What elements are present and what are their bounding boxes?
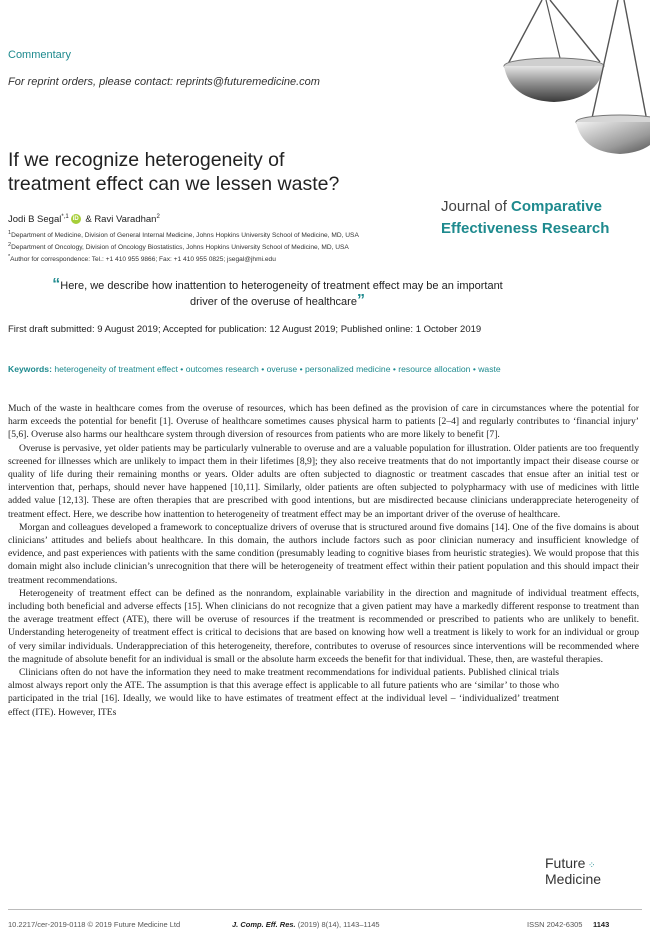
journal-brand-prefix: Journal of (441, 198, 507, 215)
article-title-line-2: treatment effect can we lessen waste? (8, 173, 340, 195)
author-1-marks: *,1 (61, 214, 69, 220)
footer-issn: ISSN 2042-6305 (527, 920, 583, 929)
article-type-label: Commentary (8, 49, 71, 61)
article-title (8, 148, 408, 196)
journal-brand-name-2: Effectiveness Research (441, 220, 610, 237)
keywords (8, 363, 638, 376)
keyword-separator: • (472, 364, 476, 374)
footer-volume: (2019) 8(14), 1143–1145 (297, 920, 380, 929)
pull-quote-line-2: driver of the overuse of healthcare (190, 296, 357, 308)
close-quote-mark: ” (356, 292, 365, 309)
pull-quote (20, 278, 535, 310)
future-medicine-logo (545, 856, 601, 886)
orcid-icon[interactable]: iD (72, 216, 79, 222)
correspondence-note: *Author for correspondence: Tel.: +1 410 955 9866; Fax: +1 410 955 0825; jsegal@jhmi.edu (8, 254, 276, 264)
affiliation-2: $^2$Department of Oncology, Division of Oncology Biostatistics, Johns Hopkins University School of Medicine, MD, USA (8, 242, 349, 252)
body-paragraph: Overuse is pervasive, yet older patients may be particularly vulnerable to overuse and are a valuable population for illustration. Older patients are too frequently screened for illnesses which are unlikely to impact them in their lifetimes [8,9]; they also receive treatments that do not importantly impact their disease course or quality of life during their remaining months or years. Older adults are often subjected to diagnostic or treatment cascades that ensue after an initial test or intervention that, perhaps, should never have happened [10,11]. Similarly, older patients are often subjected to polypharmacy with use of medicines with little added value [12,13]. These are often therapies that are prescribed with good intentions, but are misdirected because clinicians underappreciate heterogeneity of treatment effect. Here, we describe how inattention to heterogeneity of treatment effect may be an important driver of the overuse of healthcare. (8, 442, 639, 520)
keywords-label: Keywords: (8, 364, 52, 374)
article-title-line-1: If we recognize heterogeneity of (8, 149, 285, 171)
pull-quote-line-1: Here, we describe how inattention to heterogeneity of treatment effect may be an important (60, 280, 503, 292)
keyword-item[interactable]: resource allocation (398, 364, 471, 374)
keyword-separator: • (299, 364, 303, 374)
balance-scales-illustration (450, 0, 650, 180)
author-name-2[interactable]: Ravi Varadhan (94, 214, 157, 226)
keyword-separator: • (392, 364, 396, 374)
reprint-notice: For reprint orders, please contact: reprints@futuremedicine.com (8, 76, 320, 88)
publication-dates: First draft submitted: 9 August 2019; Accepted for publication: 12 August 2019; Published online: 1 October 2019 (8, 324, 482, 335)
body-paragraph: Much of the waste in healthcare comes from the overuse of resources, which has been defined as the provision of care in circumstances where the potential for harm exceeds the potential for benefit [1]. Overuse of healthcare sometimes causes physical harm to patients [2–4] and regularly contributes to ‘financial injury’ [5,6]. Overuse also harms our healthcare system through diversion of resources from patients who are more likely to benefit [7]. (8, 403, 639, 441)
keyword-item[interactable]: personalized medicine (304, 364, 391, 374)
open-quote-mark: “ (52, 276, 61, 293)
logo-dots-icon: ⁘ (585, 860, 596, 870)
author-connector: & (85, 214, 92, 226)
footer-citation (232, 920, 380, 929)
keyword-item[interactable]: overuse (266, 364, 298, 374)
keyword-separator: • (261, 364, 265, 374)
body-paragraph: Clinicians often do not have the information they need to make treatment recommendations for individual patients. Published clinical trials almost always report only the ATE. The assumption is that this average effect is applicable to all future patients who are ‘similar’ to those who participated in the trial [16]. Ideally, we would like to have estimates of treatment effect at the individual level – ‘individualized’ treatment effect (ITE). However, ITEs (8, 667, 559, 718)
keyword-item[interactable]: waste (478, 364, 501, 374)
body-paragraph: Morgan and colleagues developed a framework to conceptualize drivers of overuse that is structured around five domains [14]. One of the five domains is about clinicians’ attitudes and beliefs about healthcare. In this domain, the authors include factors such as poor clinician numeracy and insufficient knowledge of evidence, and past experiences with patients with the same condition (presumably leading to cognitive biases from heuristic strategies). We would propose that this domain might also include clinician’s unrecognition that there will be heterogeneity of treatment effect within their patient population and this should impact their treatment recommendations. (8, 521, 639, 586)
footer-journal-abbrev: J. Comp. Eff. Res. (232, 920, 296, 929)
footer-doi: 10.2217/cer-2019-0118 © 2019 Future Medicine Ltd (8, 920, 181, 929)
keyword-item[interactable]: outcomes research (185, 364, 259, 374)
footer-divider (8, 909, 642, 910)
author-name-1[interactable]: Jodi B Segal (8, 214, 62, 226)
journal-brand-name-1: Comparative (511, 198, 602, 215)
author-2-marks: 2 (156, 214, 160, 220)
logo-line-1: Future (545, 855, 586, 871)
keyword-separator: • (180, 364, 184, 374)
article-body (8, 402, 639, 719)
page-number: 1143 (593, 920, 610, 929)
body-paragraph: Heterogeneity of treatment effect can be defined as the nonrandom, explainable variability in the direction and magnitude of individual treatment effects, including both beneficial and adverse effects [15]. When clinicians do not recognize that a given patient may have a markedly different response to treatment than the average treatment effect (ATE), there will be overuse of resources if the treatment is recommended or prescribed to patients who are unlikely to benefit. Understanding heterogeneity of treatment effect is critical to decisions that are based on knowing how well a treatment is likely to work for an individual or group of very similar individuals. Underappreciation of this heterogeneity, therefore, contributes to overuse of resources since interventions will be recommended where the magnitude of absolute benefit for an individual is small or the absolute harm exceeds the benefit for that individual. These, then, are wasteful therapies. (8, 587, 639, 665)
logo-line-2: Medicine (545, 871, 602, 887)
affiliation-1: $^1$Department of Medicine, Division of General Internal Medicine, Johns Hopkins University School of Medicine, MD, USA (8, 230, 359, 240)
journal-brand (441, 196, 609, 240)
keyword-item[interactable]: heterogeneity of treatment effect (54, 364, 178, 374)
author-list (8, 214, 160, 225)
